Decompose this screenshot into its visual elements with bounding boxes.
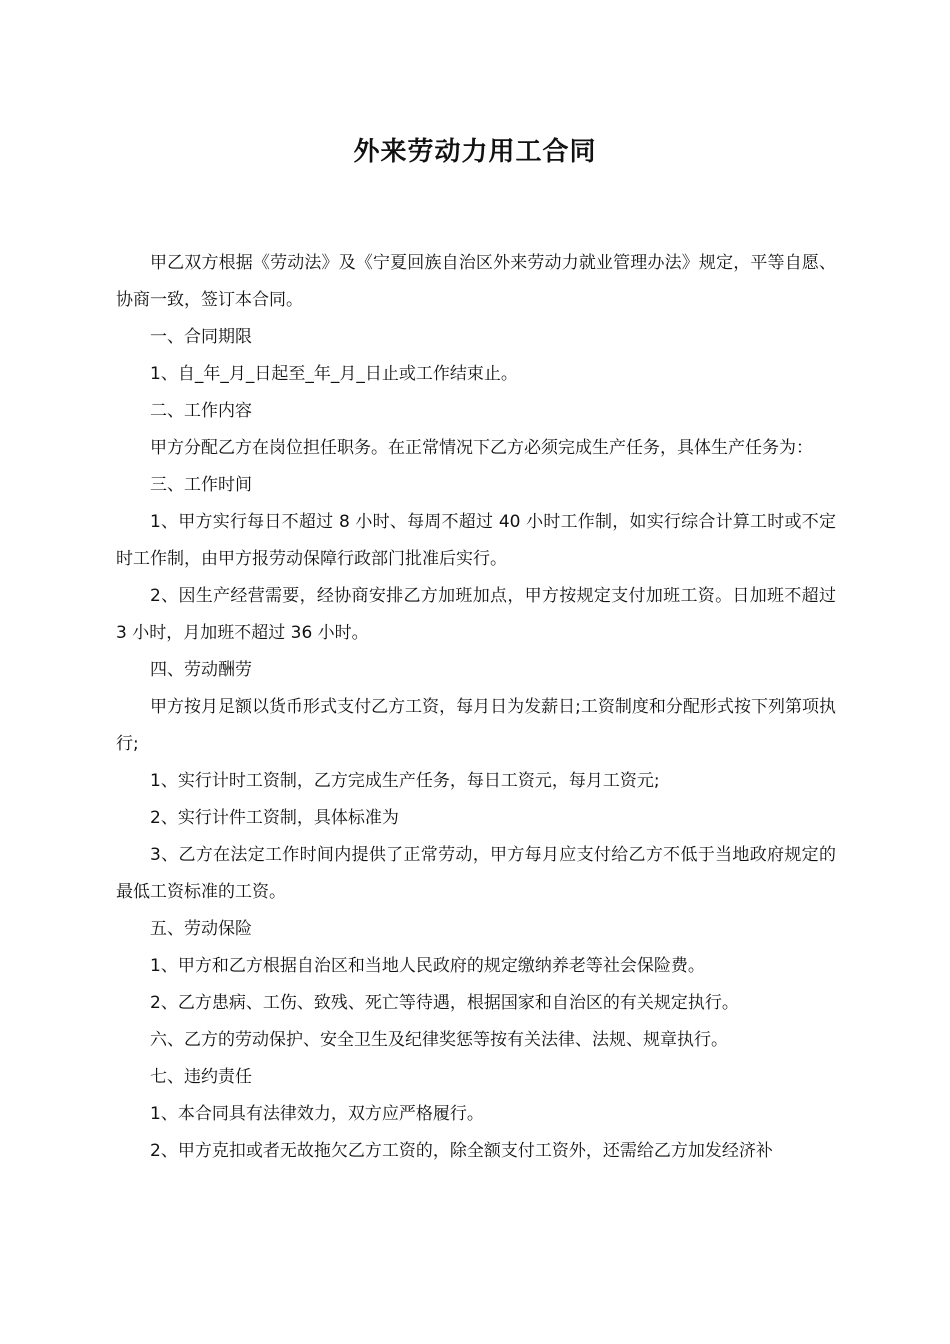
heading-protection: 六、乙方的劳动保护、安全卫生及纪律奖惩等按有关法律、法规、规章执行。 (150, 1030, 728, 1050)
paragraph-liability-1: 1、本合同具有法律效力，双方应严格履行。 (150, 1104, 484, 1124)
heading-insurance: 五、劳动保险 (150, 919, 252, 939)
paragraph-insurance-2: 2、乙方患病、工伤、致残、死亡等待遇，根据国家和自治区的有关规定执行。 (150, 993, 739, 1013)
heading-liability: 七、违约责任 (150, 1067, 252, 1087)
paragraph-pay-1: 1、实行计时工资制，乙方完成生产任务，每日工资元，每月工资元; (150, 771, 660, 791)
document-title: 外来劳动力用工合同 (353, 137, 597, 167)
heading-work-content: 二、工作内容 (150, 401, 252, 421)
heading-contract-term: 一、合同期限 (150, 327, 252, 347)
paragraph-pay-3: 3、乙方在法定工作时间内提供了正常劳动，甲方每月应支付给乙方不低于当地政府规定的最低工资标准的工资。 (116, 845, 836, 902)
paragraph-term-1: 1、自_年_月_日起至_年_月_日止或工作结束止。 (150, 364, 518, 384)
paragraph-hours-1: 1、甲方实行每日不超过 8 小时、每周不超过 40 小时工作制，如实行综合计算工时或不定时工作制，由甲方报劳动保障行政部门批准后实行。 (116, 512, 836, 569)
paragraph-insurance-1: 1、甲方和乙方根据自治区和当地人民政府的规定缴纳养老等社会保险费。 (150, 956, 705, 976)
paragraph-liability-2: 2、甲方克扣或者无故拖欠乙方工资的，除全额支付工资外，还需给乙方加发经济补 (150, 1141, 773, 1161)
paragraph-hours-2: 2、因生产经营需要，经协商安排乙方加班加点，甲方按规定支付加班工资。日加班不超过 3 小时，月加班不超过 36 小时。 (116, 586, 836, 643)
paragraph-remuneration: 甲方按月足额以货币形式支付乙方工资，每月日为发薪日;工资制度和分配形式按下列第项执行; (116, 697, 836, 754)
paragraph-pay-2: 2、实行计件工资制，具体标准为 (150, 808, 399, 828)
heading-work-hours: 三、工作时间 (150, 475, 252, 495)
paragraph-preamble: 甲乙双方根据《劳动法》及《宁夏回族自治区外来劳动力就业管理办法》规定，平等自愿、协商一致，签订本合同。 (116, 253, 836, 310)
paragraph-work-content: 甲方分配乙方在岗位担任职务。在正常情况下乙方必须完成生产任务，具体生产任务为： (150, 438, 813, 458)
heading-remuneration: 四、劳动酬劳 (150, 660, 252, 680)
document-body (116, 245, 836, 1170)
